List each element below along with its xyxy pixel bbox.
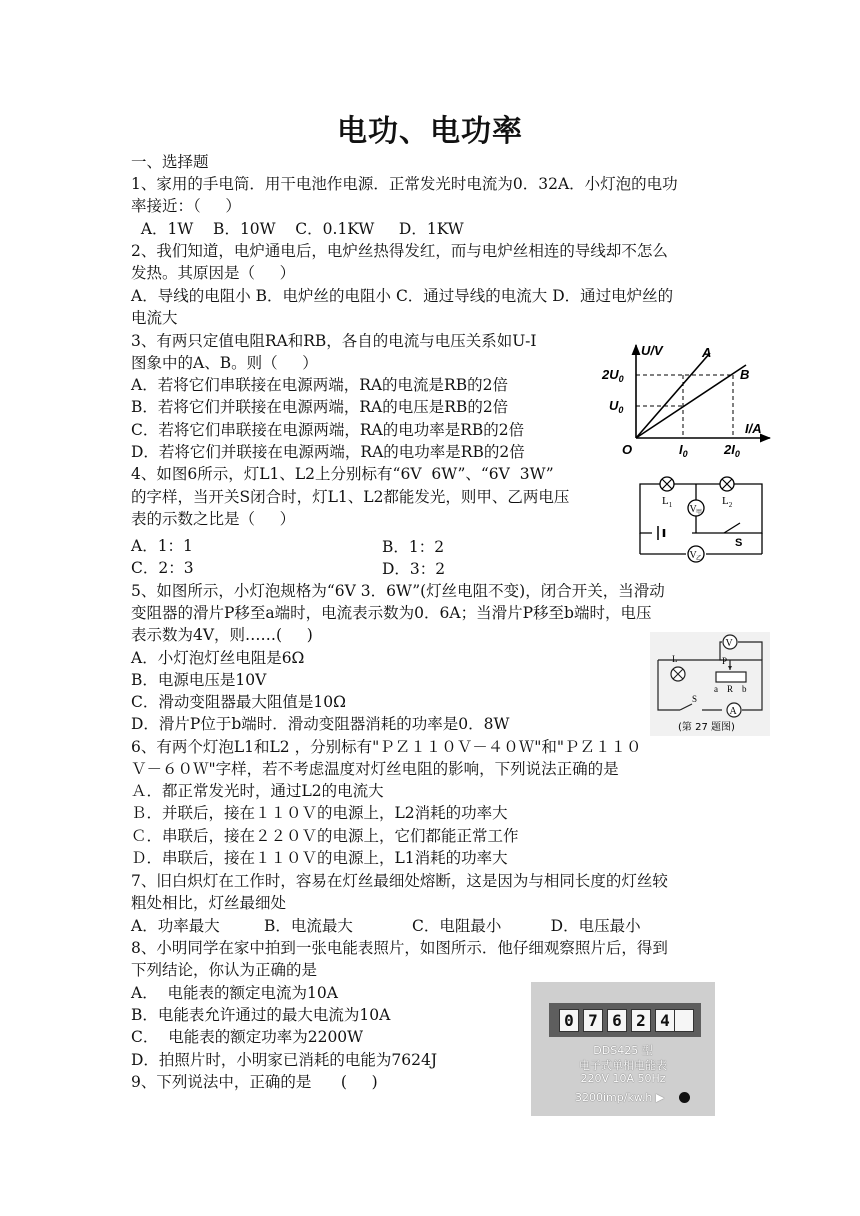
- meter-unit-digit: [674, 1009, 694, 1032]
- text-line: A．若将它们串联接在电源两端，RA的电流是RB的2倍: [131, 376, 508, 394]
- text-line: C．若将它们串联接在电源两端，RA的电功率是RB的2倍: [131, 421, 525, 439]
- text-line: 3、有两只定值电阻RA和RB，各自的电流与电压关系如U-I: [131, 332, 537, 350]
- rheostat-r-label: R: [727, 684, 734, 694]
- text-line: 粗处相比，灯丝最细处: [131, 894, 287, 912]
- l2-label: $L_2$: [722, 495, 733, 509]
- voltmeter-jia-icon: [688, 500, 704, 516]
- energy-meter-photo: [531, 982, 715, 1116]
- svg-text:V: V: [725, 638, 733, 649]
- q4-option-b: B．1：2: [382, 538, 445, 556]
- line-b-label: B: [740, 367, 750, 382]
- svg-text:V: V: [689, 504, 697, 515]
- slider-p-label: P: [722, 656, 728, 666]
- page-title: 电功、电功率: [337, 114, 523, 149]
- text-line: A． 电能表的额定电流为10A: [131, 984, 338, 1002]
- line-a-label: A: [702, 345, 712, 360]
- figure-caption: (第 27 题图): [678, 722, 735, 733]
- lamp-l-label: L: [672, 654, 678, 664]
- text-line: D．若将它们并联接在电源两端，RA的电功率是RB的2倍: [131, 443, 525, 461]
- meter-digit: 0: [559, 1009, 579, 1032]
- text-line: 率接近：（ ）: [131, 197, 241, 215]
- meter-name: 电子式单相电能表: [579, 1059, 667, 1072]
- text-line: 5、如图所示，小灯泡规格为“6V 3．6W”(灯丝电阻不变)，闭合开关，当滑动: [131, 582, 665, 600]
- text-line: 7、旧白炽灯在工作时，容易在灯丝最细处熔断，这是因为与相同长度的灯丝较: [131, 872, 668, 890]
- l1-label: $L_1$: [662, 495, 673, 509]
- meter-digit: 7: [583, 1009, 603, 1032]
- y-tick-u0: $U_0$: [609, 398, 624, 415]
- text-line: A．1：1: [131, 537, 193, 555]
- text-line: D．拍照片时，小明家已消耗的电能为7624J: [131, 1051, 438, 1069]
- svg-text:甲: 甲: [696, 509, 703, 516]
- text-line: 9、下列说法中，正确的是 ( ): [131, 1073, 378, 1091]
- y-axis-label: U/V: [641, 343, 663, 358]
- text-line: 电流大: [131, 309, 178, 327]
- q4-option-d: D．3：2: [382, 560, 446, 578]
- text-line: 6、有两个灯泡L1和L2 ，分别标有"ＰＺ１１０Ｖ－４０Ｗ"和"ＰＺ１１０: [131, 738, 642, 756]
- rheostat-icon: [716, 672, 746, 682]
- text-line: A．小灯泡灯丝电阻是6Ω: [131, 649, 305, 667]
- text-line: Ｃ．串联后，接在２２０Ｖ的电源上，它们都能正常工作: [131, 827, 519, 845]
- q5-lamp-icon: [671, 667, 685, 681]
- lamp-l2-icon: [720, 477, 734, 491]
- meter-digit: 6: [607, 1009, 627, 1032]
- text-line: C．2：3: [131, 559, 194, 577]
- meter-digit: 2: [631, 1009, 651, 1032]
- svg-text:V: V: [689, 550, 697, 561]
- text-line: A．功率最大 B．电流最大 C．电阻最小 D．电压最小: [131, 917, 641, 935]
- text-line: 8、小明同学在家中拍到一张电能表照片，如图所示．他仔细观察照片后，得到: [131, 939, 668, 957]
- end-b-label: b: [742, 684, 747, 694]
- meter-digit: 4: [655, 1009, 675, 1032]
- text-line: 表示数为4V，则……( ): [131, 626, 313, 644]
- text-line: 图象中的A、B。则（ ）: [131, 354, 318, 372]
- text-line: 4、如图6所示，灯L1、L2上分别标有“6V 6W”、“6V 3W”: [131, 465, 554, 483]
- text-line: 一、选择题: [131, 153, 209, 171]
- text-line: Ａ．都正常发光时，通过L2的电流大: [131, 782, 384, 800]
- q5-circuit-figure: [650, 632, 770, 736]
- y-tick-2u0: $2U_0$: [602, 367, 624, 384]
- ui-graph-figure: [598, 340, 778, 465]
- text-line: C． 电能表的额定功率为2200W: [131, 1028, 364, 1046]
- text-line: 下列结论，你认为正确的是: [131, 961, 318, 979]
- svg-text:乙: 乙: [696, 555, 703, 562]
- voltmeter-yi-icon: [688, 546, 704, 562]
- text-line: 的字样，当开关S闭合时，灯L1、L2都能发光，则甲、乙两电压: [131, 488, 570, 506]
- text-line: Ｖ－６０Ｗ"字样，若不考虑温度对灯丝电阻的影响，下列说法正确的是: [131, 760, 619, 778]
- text-line: B．电源电压是10V: [131, 671, 267, 689]
- meter-model: DDS425 型: [593, 1044, 653, 1057]
- switch-label: S: [735, 537, 743, 549]
- text-line: D．滑片P位于b端时．滑动变阻器消耗的功率是0．8W: [131, 715, 510, 733]
- text-line: 表的示数之比是（ ）: [131, 510, 296, 528]
- meter-imp: 3200imp/kw.h ▶: [575, 1091, 665, 1104]
- text-line: 1、家用的手电筒．用干电池作电源．正常发光时电流为0．32A．小灯泡的电功: [131, 175, 678, 193]
- x-tick-i0: $I_0$: [679, 442, 688, 459]
- origin-label: O: [622, 442, 633, 457]
- svg-text:A: A: [729, 706, 737, 717]
- text-line: 发热。其原因是（ ）: [131, 264, 296, 282]
- text-line: A．导线的电阻小 B．电炉丝的电阻小 C．通过导线的电流大 D．通过电炉丝的: [131, 287, 674, 305]
- meter-spec: 220V 10A 50Hz: [580, 1072, 666, 1085]
- q4-circuit-figure: [632, 470, 774, 568]
- text-line: A．1W B．10W C．0.1KW D．1KW: [131, 220, 464, 238]
- x-tick-2i0: $2I_0$: [724, 442, 740, 459]
- lamp-l1-icon: [660, 477, 674, 491]
- text-line: Ｂ．并联后，接在１１０Ｖ的电源上，L2消耗的功率大: [131, 804, 508, 822]
- text-line: Ｄ．串联后，接在１１０Ｖ的电源上，L1消耗的功率大: [131, 849, 508, 867]
- pulse-led-icon: [679, 1092, 690, 1103]
- q5-ammeter-icon: [727, 703, 741, 717]
- text-line: B．若将它们并联接在电源两端，RA的电压是RB的2倍: [131, 398, 509, 416]
- meter-digit-display: [559, 1009, 679, 1032]
- text-line: B．电能表允许通过的最大电流为10A: [131, 1006, 391, 1024]
- end-a-label: a: [714, 684, 718, 694]
- text-line: 变阻器的滑片P移至a端时，电流表示数为0．6A；当滑片P移至b端时，电压: [131, 604, 652, 622]
- x-axis-label: I/A: [745, 421, 762, 436]
- q5-switch-label: S: [692, 694, 698, 704]
- text-line: C．滑动变阻器最大阻值是10Ω: [131, 693, 346, 711]
- text-line: 2、我们知道，电炉通电后，电炉丝热得发红，而与电炉丝相连的导线却不怎么: [131, 242, 668, 260]
- q5-voltmeter-icon: [723, 635, 737, 649]
